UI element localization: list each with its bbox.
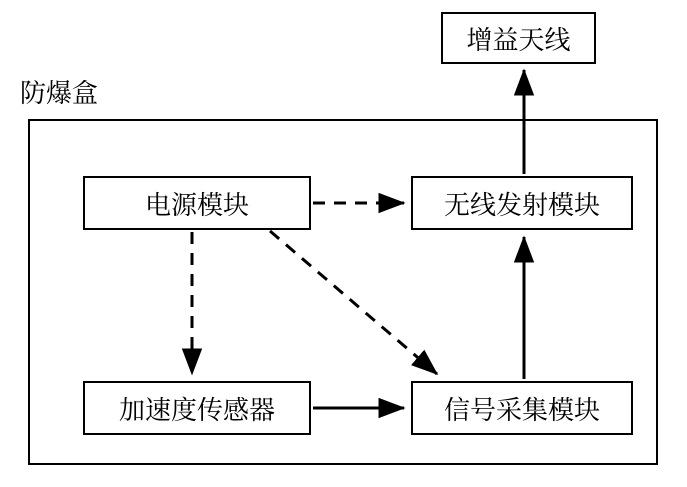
node-wireless-transmit-module[interactable] <box>411 176 633 230</box>
node-antenna[interactable] <box>441 12 596 64</box>
node-signal-acquisition-module[interactable] <box>411 381 633 435</box>
node-acceleration-sensor[interactable] <box>83 381 311 435</box>
enclosure-label: 防爆盒 <box>20 79 99 108</box>
node-wireless-transmit-module-label: 无线发射模块 <box>443 190 600 220</box>
node-power-module-label: 电源模块 <box>144 190 249 220</box>
node-antenna-label: 增益天线 <box>466 25 571 55</box>
node-acceleration-sensor-label: 加速度传感器 <box>118 395 275 425</box>
node-power-module[interactable] <box>83 176 311 230</box>
node-signal-acquisition-module-label: 信号采集模块 <box>443 395 600 425</box>
